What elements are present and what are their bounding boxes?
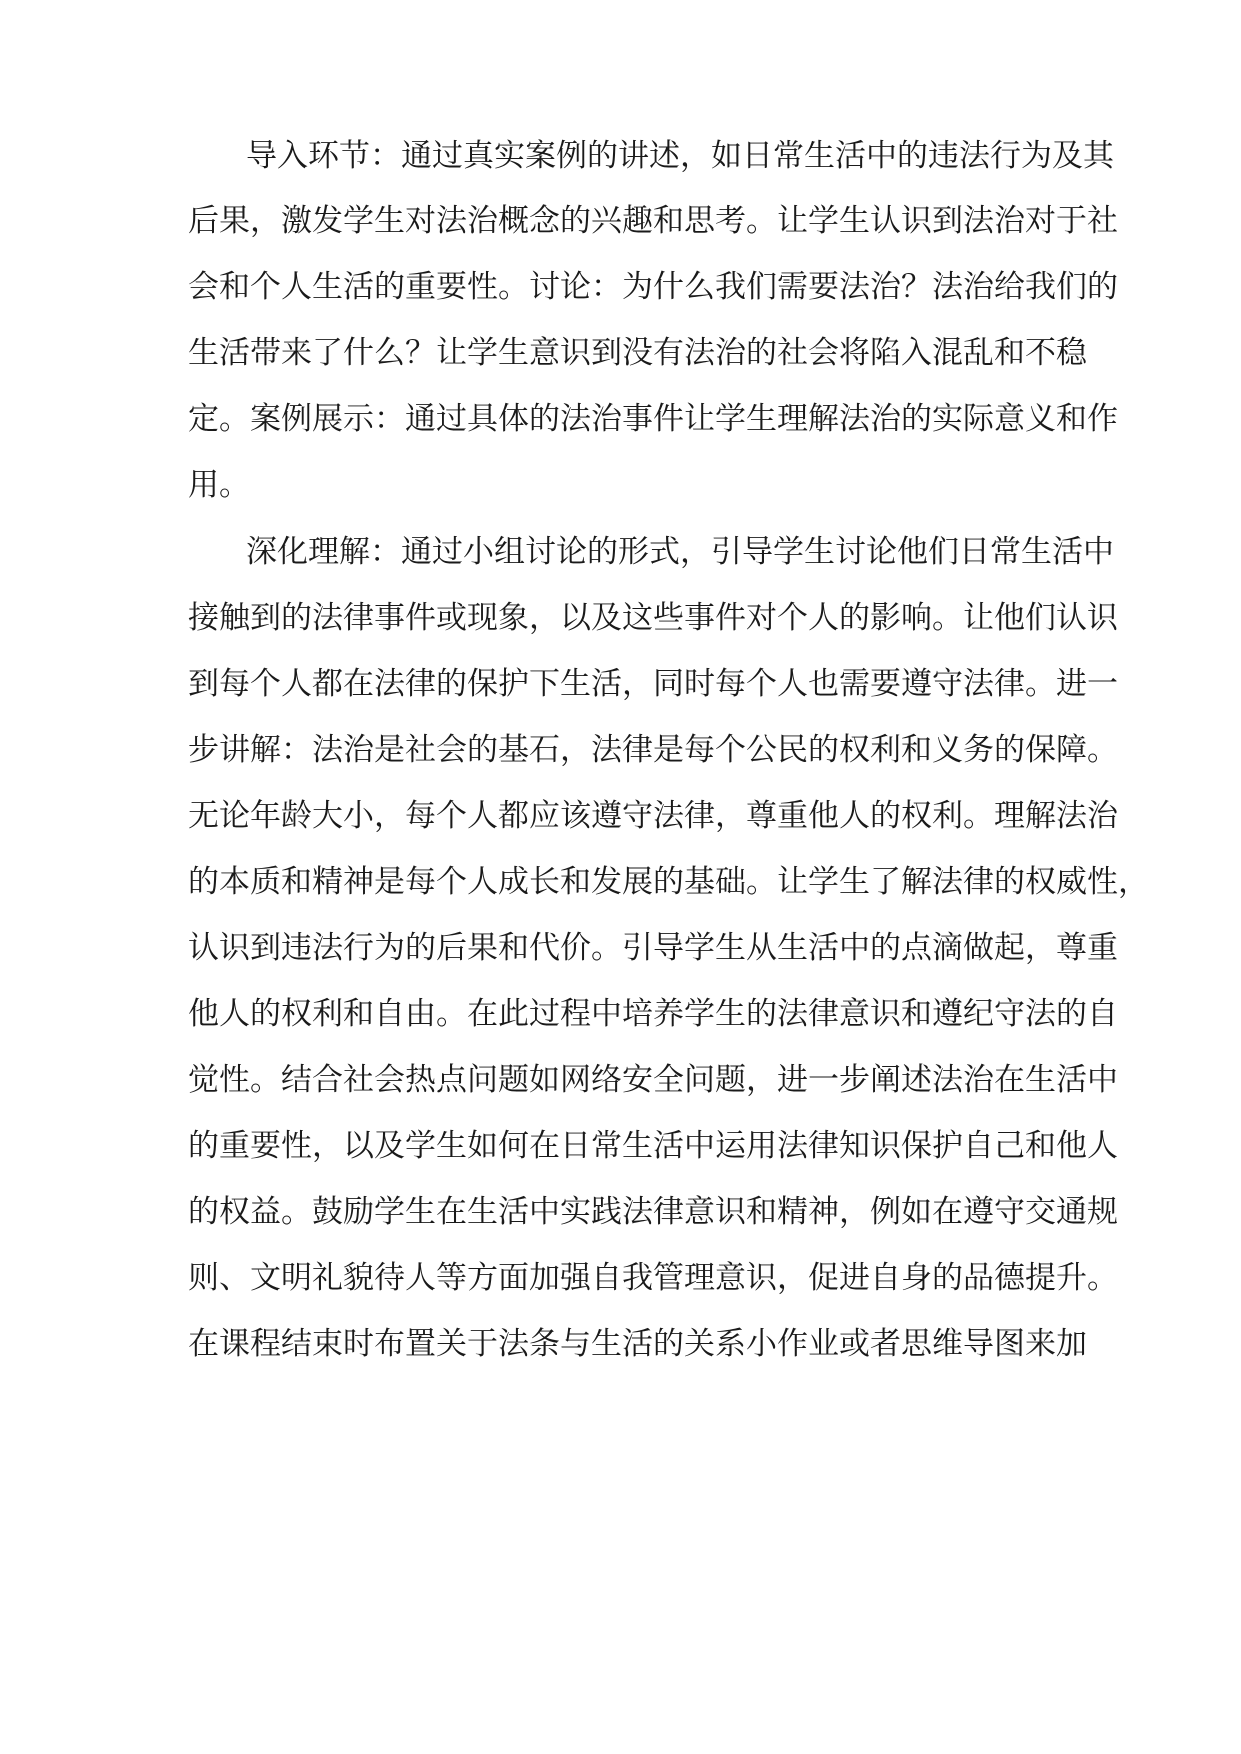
paragraph-2-line-9: 觉性。结合社会热点问题如网络安全问题，进一步阐述法治在生活中 (188, 1062, 1118, 1098)
paragraph-2-line-3: 到每个人都在法律的保护下生活，同时每个人也需要遵守法律。进一 (188, 666, 1118, 702)
paragraph-2-line-6: 的本质和精神是每个人成长和发展的基础。让学生了解法律的权威性， (188, 864, 1149, 900)
paragraph-2-line-12: 则、文明礼貌待人等方面加强自我管理意识，促进自身的品德提升。 (188, 1260, 1118, 1296)
paragraph-2-line-2: 接触到的法律事件或现象，以及这些事件对个人的影响。让他们认识 (188, 600, 1118, 636)
paragraph-2-line-4: 步讲解：法治是社会的基石，法律是每个公民的权利和义务的保障。 (188, 732, 1118, 768)
paragraph-2-line-5: 无论年龄大小，每个人都应该遵守法律，尊重他人的权利。理解法治 (188, 798, 1118, 834)
paragraph-1-line-2: 后果，激发学生对法治概念的兴趣和思考。让学生认识到法治对于社 (188, 203, 1118, 239)
paragraph-2-line-1: 深化理解：通过小组讨论的形式，引导学生讨论他们日常生活中 (246, 534, 1114, 570)
paragraph-1-line-6: 用。 (188, 467, 250, 503)
paragraph-2-line-13: 在课程结束时布置关于法条与生活的关系小作业或者思维导图来加 (188, 1326, 1087, 1362)
paragraph-1-line-5: 定。案例展示：通过具体的法治事件让学生理解法治的实际意义和作 (188, 401, 1118, 437)
paragraph-1-line-4: 生活带来了什么？让学生意识到没有法治的社会将陷入混乱和不稳 (188, 335, 1087, 371)
paragraph-2-line-11: 的权益。鼓励学生在生活中实践法律意识和精神，例如在遵守交通规 (188, 1194, 1118, 1230)
paragraph-2-line-10: 的重要性，以及学生如何在日常生活中运用法律知识保护自己和他人 (188, 1128, 1118, 1164)
paragraph-2-line-8: 他人的权利和自由。在此过程中培养学生的法律意识和遵纪守法的自 (188, 996, 1118, 1032)
paragraph-2-line-7: 认识到违法行为的后果和代价。引导学生从生活中的点滴做起，尊重 (188, 930, 1118, 966)
paragraph-1-line-1: 导入环节：通过真实案例的讲述，如日常生活中的违法行为及其 (246, 138, 1114, 174)
paragraph-1-line-3: 会和个人生活的重要性。讨论：为什么我们需要法治？法治给我们的 (188, 269, 1118, 305)
